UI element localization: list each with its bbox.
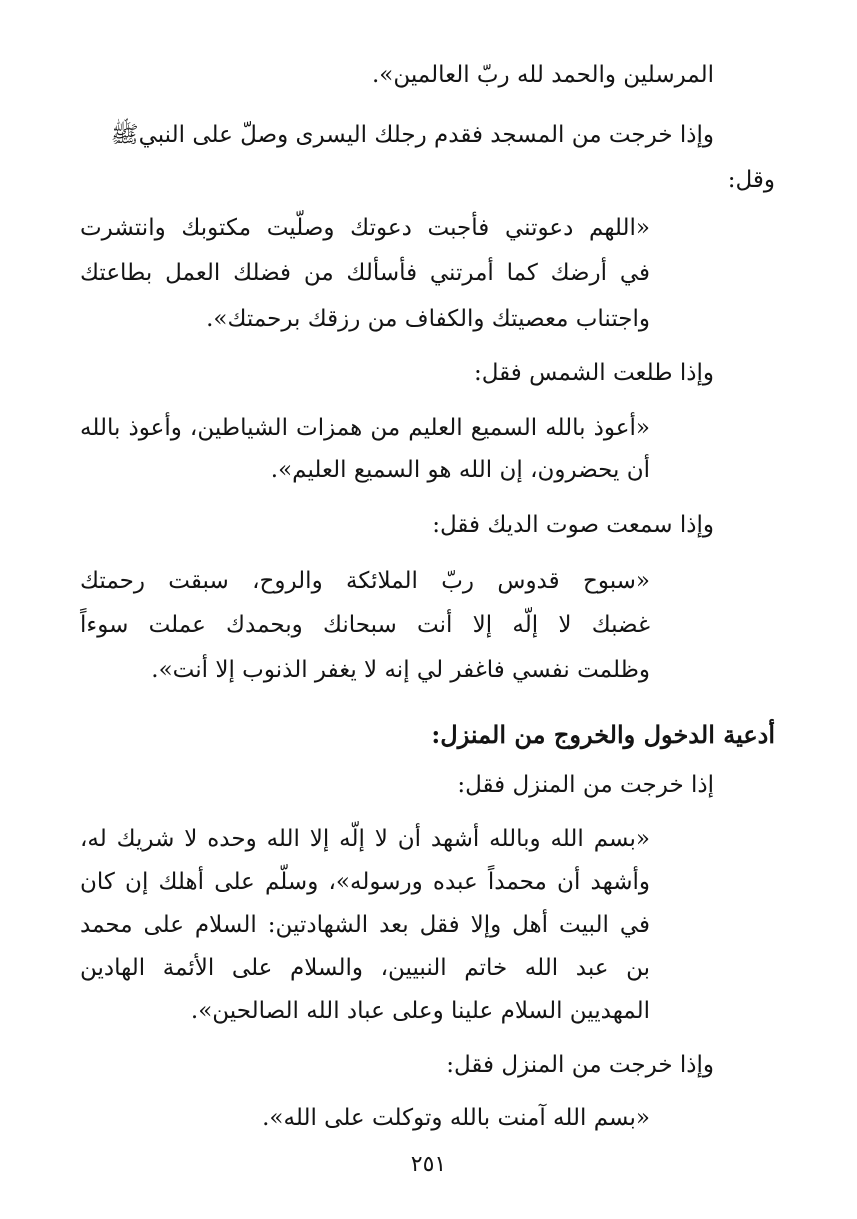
- quote-line-8: وظلمت نفسي فاغفر لي إنه لا يغفر الذنوب إلا أنت».: [151, 657, 650, 683]
- text-line-3: وقل:: [727, 167, 775, 193]
- section-heading: أدعية الدخول والخروج من المنزل:: [431, 720, 775, 749]
- quote-line-3: واجتناب معصيتك والكفاف من رزقك برحمتك».: [206, 306, 650, 332]
- text-line-20: وإذا خرجت من المنزل فقل:: [446, 1052, 714, 1078]
- quote-line-5: أن يحضرون، إن الله هو السميع العليم».: [270, 457, 650, 483]
- quote-line-7: غضبك لا إلّه إلا أنت سبحانك وبحمدك عملت سوءاً: [80, 612, 650, 638]
- quote-line-10: وأشهد أن محمداً عبده ورسوله»، وسلّم على أهلك إن كان: [80, 869, 650, 895]
- text-line-1: المرسلين والحمد لله ربّ العالمين».: [371, 62, 714, 88]
- quote-line-11: في البيت أهل وإلا فقل بعد الشهادتين: السلام على محمد: [80, 912, 650, 938]
- quote-line-1: «اللهم دعوتني فأجبت دعوتك وصلّيت مكتوبك وانتشرت: [80, 215, 650, 241]
- page-number: ٢٥١: [410, 1152, 447, 1177]
- quote-line-9: «بسم الله وبالله أشهد أن لا إلّه إلا الله وحده لا شريك له،: [80, 826, 650, 852]
- quote-line-13: المهديين السلام علينا وعلى عباد الله الصالحين».: [190, 998, 650, 1024]
- quote-line-14: «بسم الله آمنت بالله وتوكلت على الله».: [262, 1105, 650, 1131]
- text-line-2: وإذا خرجت من المسجد فقدم رجلك اليسرى وصلّ على النبيﷺ: [110, 122, 714, 148]
- text-line-7: وإذا طلعت الشمس فقل:: [474, 360, 714, 386]
- text-line-10: وإذا سمعت صوت الديك فقل:: [432, 512, 714, 538]
- quote-line-2: في أرضك كما أمرتني فأسألك من فضلك العمل بطاعتك: [80, 260, 650, 286]
- quote-line-12: بن عبد الله خاتم النبيين، والسلام على الأئمة الهادين: [80, 955, 650, 981]
- quote-line-6: «سبوح قدوس ربّ الملائكة والروح، سبقت رحمتك: [80, 568, 650, 594]
- quote-line-4: «أعوذ بالله السميع العليم من همزات الشياطين، وأعوذ بالله: [80, 415, 650, 441]
- text-line-14: إذا خرجت من المنزل فقل:: [457, 772, 714, 798]
